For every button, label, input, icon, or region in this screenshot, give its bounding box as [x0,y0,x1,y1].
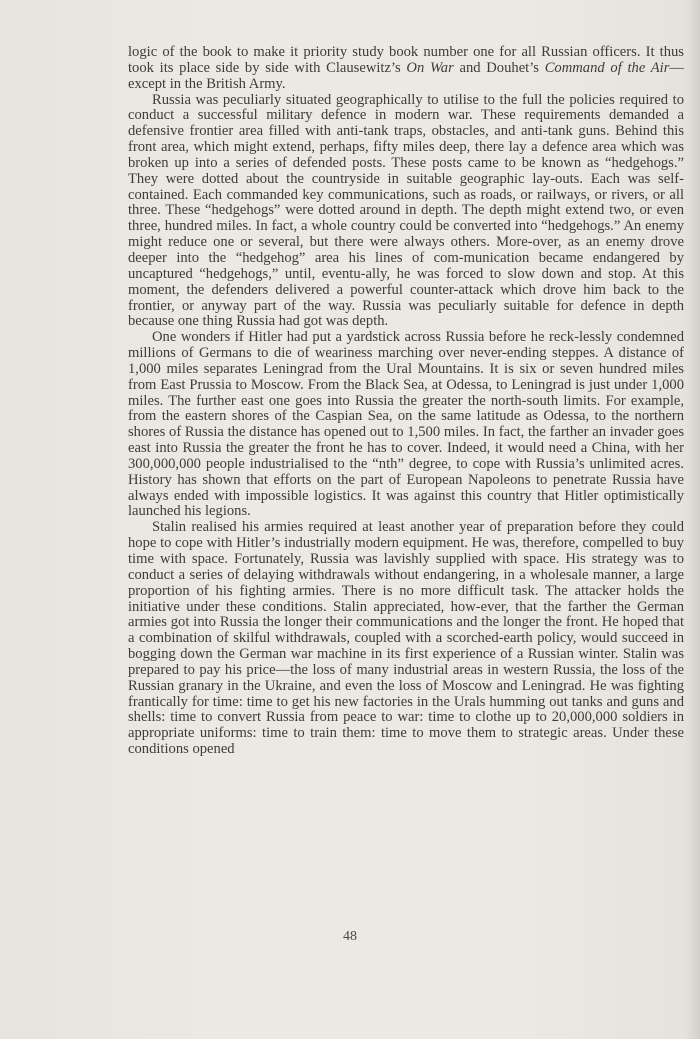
body-text [128,45,684,758]
book-title-italic: On War [406,59,454,76]
page-number: 48 [343,929,357,944]
paragraph [128,520,684,758]
text-run: Russia was peculiarly situated geographically to utilise to the full the policies required to conduct a successful military defence in modern war. These requirements demanded a defensive frontier area filled with anti-tank traps, obstacles, and anti-tank guns. Behind this front area, which might extend, perhaps, fifty miles deep, there lay a defence area which was broken up into a series of defended posts. These posts came to be known as “hedgehogs.” They were dotted about the countryside in suitable geographic lay-outs. Each was self-contained. Each commanded key communications, such as roads, or railways, or rivers, or all three. These “hedgehogs” were dotted around in depth. The depth might extend two, or even three, hundred miles. In fact, a whole country could be converted into “hedgehogs.” An enemy might reduce one or several, but there were always others. More-over, as an enemy drove deeper into the “hedgehog” area his lines of com-munication became endangered by uncaptured “hedgehogs,” until, eventu-ally, he was forced to slow down and stop. At this moment, the defenders delivered a powerful counter-attack which drove him back to the frontier, or anyway part of the way. Russia was peculiarly suitable for defence in depth because one thing Russia had got was depth. [128,91,684,330]
paragraph [128,330,684,520]
text-run: —except in the British Army. [128,59,685,92]
book-title-italic: Command of the Air [544,59,670,76]
text-run: and Douhet’s [453,59,545,76]
text-run: One wonders if Hitler had put a yardstick across Russia before he reck-lessly condemned millions of Germans to die of weariness marching over never-ending steppes. A distance of 1,000 miles separates Leningrad from the Ural Mountains. It is six or seven hundred miles from East Prussia to Moscow. From the Black Sea, at Odessa, to Leningrad is just under 1,000 miles. The further east one goes into Russia the greater the north-south limits. For example, from the eastern shores of the Caspian Sea, on the same latitude as Odessa, to the northern shores of Russia the distance has opened out to 1,500 miles. In fact, the farther an invader goes east into Russia the greater the front he has to cover. Indeed, it would need a China, with her 300,000,000 people industrialised to the “nth” degree, to cope with Russia’s unlimited acres. History has shown that efforts on the part of European Napoleons to penetrate Russia have always ended with impossible logistics. It was against this country that Hitler optimistically launched his legions. [128,329,684,520]
paragraph [128,93,684,331]
paragraph [128,45,684,93]
page-edge-shadow [686,0,700,1039]
text-run: Stalin realised his armies required at least another year of preparation before they could hope to cope with Hitler’s industrially modern equipment. He was, therefore, compelled to buy time with space. Fortunately, Russia was lavishly supplied with space. His strategy was to conduct a series of delaying withdrawals without endangering, in a wholesale manner, a large proportion of his fighting armies. There is no more difficult task. The attacker holds the initiative under these conditions. Stalin appreciated, how-ever, that the farther the German armies got into Russia the longer their communications and the longer the front. He hoped that a combination of skilful withdrawals, coupled with a scorched-earth policy, would succeed in bogging down the German war machine in its first experience of a Russian winter. Stalin was prepared to pay his price—the loss of many industrial areas in western Russia, the loss of the Russian granary in the Ukraine, and even the loss of Moscow and Leningrad. He was fighting frantically for time: time to get his new factories in the Urals humming out tanks and guns and shells: time to convert Russia from peace to war: time to clothe up to 20,000,000 soldiers in appropriate uniforms: time to train them: time to move them to strategic areas. Under these conditions opened [128,519,684,758]
text-run: logic of the book to make it priority study book number one for all Russian officers. It thus took its place side by side with Clausewitz’s [128,44,684,76]
